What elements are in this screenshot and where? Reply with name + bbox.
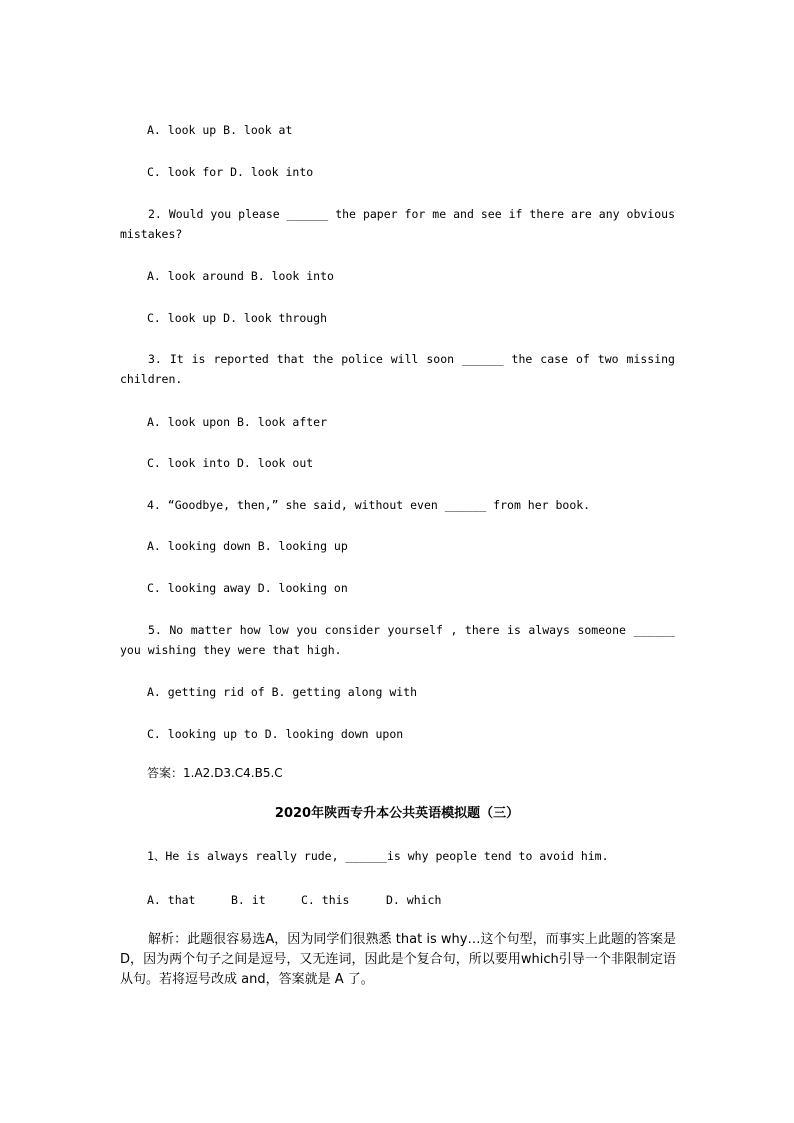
q2-options-ab: A. look around B. look into <box>147 269 334 283</box>
q2-stem: 2. Would you please ______ the paper for me and see if there are any obvious mistakes? <box>120 207 675 241</box>
q5-stem: 5. No matter how low you consider yourself , there is always someone ______ you wishing they were that high. <box>120 623 675 657</box>
s3-q1-explanation: 解析：此题很容易选A，因为同学们很熟悉 that is why…这个句型，而事实上此题的答案是D，因为两个句子之间是逗号，又无连词，因此是个复合句，所以要用which引导一个非限制定语从句。若将逗号改成 and，答案就是 A 了。 <box>120 932 676 987</box>
q3-options-ab: A. look upon B. look after <box>147 415 328 429</box>
q5-options-ab: A. getting rid of B. getting along with <box>147 685 418 699</box>
q4-stem: 4. “Goodbye, then,” she said, without even ______ from her book. <box>147 498 591 512</box>
q5-options-cd: C. looking up to D. looking down upon <box>147 727 404 741</box>
q4-options-ab: A. looking down B. looking up <box>147 539 348 553</box>
s3-q1-stem: 1、He is always really rude, ______is why people tend to avoid him. <box>147 849 609 863</box>
q3-stem: 3. It is reported that the police will soon ______ the case of two missing children. <box>120 352 675 386</box>
option-c: C. this <box>301 893 350 907</box>
q2-options-cd: C. look up D. look through <box>147 311 328 325</box>
option-a: A. that <box>147 893 196 907</box>
option-d: D. which <box>386 893 442 907</box>
q1-options-cd: C. look for D. look into <box>147 165 314 179</box>
section-title: 2020年陕西专升本公共英语模拟题（三） <box>274 806 520 821</box>
answer-key: 答案：1.A2.D3.C4.B5.C <box>147 766 283 780</box>
s3-q1-options <box>147 893 441 907</box>
q3-options-cd: C. look into D. look out <box>147 456 314 470</box>
q1-options-ab: A. look up B. look at <box>147 123 293 137</box>
q4-options-cd: C. looking away D. looking on <box>147 581 348 595</box>
option-b: B. it <box>231 893 266 907</box>
